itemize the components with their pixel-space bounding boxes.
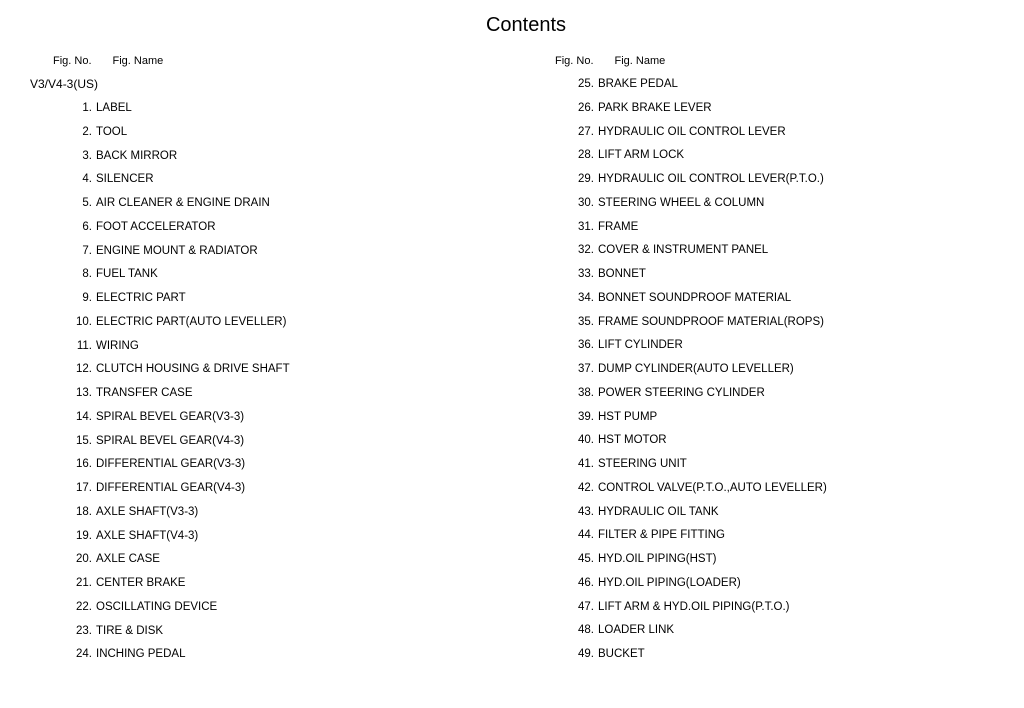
fig-number: 24. — [76, 648, 92, 661]
contents-entry[interactable] — [60, 409, 290, 433]
fig-number: 5. — [82, 197, 92, 209]
fig-number: 27. — [578, 125, 594, 138]
contents-entry[interactable] — [60, 433, 290, 457]
fig-name: LIFT ARM & HYD.OIL PIPING(P.T.O.) — [598, 600, 790, 613]
fig-number: 26. — [578, 101, 594, 114]
left-column-header — [53, 54, 163, 68]
fig-name: CLUTCH HOUSING & DRIVE SHAFT — [96, 363, 290, 376]
fig-number: 31. — [578, 220, 594, 233]
fig-name: FRAME SOUNDPROOF MATERIAL(ROPS) — [598, 315, 824, 328]
fig-number: 7. — [82, 244, 92, 257]
fig-number: 25. — [578, 78, 594, 90]
fig-name: LOADER LINK — [598, 624, 675, 637]
fig-number: 3. — [82, 149, 92, 162]
fig-no-header: Fig. No. — [53, 55, 92, 67]
contents-entry[interactable] — [562, 171, 827, 195]
fig-name: DIFFERENTIAL GEAR(V4-3) — [96, 482, 246, 494]
fig-name: HST MOTOR — [598, 434, 667, 447]
fig-number: 49. — [578, 648, 594, 660]
contents-entry[interactable] — [562, 456, 827, 480]
fig-name: FILTER & PIPE FITTING — [598, 529, 725, 542]
contents-entry[interactable] — [562, 646, 827, 670]
fig-name: INCHING PEDAL — [96, 648, 186, 661]
contents-entry[interactable] — [562, 314, 827, 338]
fig-number: 8. — [82, 268, 92, 281]
fig-number: 43. — [578, 505, 594, 518]
contents-entry[interactable] — [60, 361, 290, 385]
fig-number: 13. — [76, 387, 92, 399]
contents-entry[interactable] — [562, 290, 827, 314]
fig-number: 22. — [76, 600, 92, 613]
fig-number: 45. — [578, 553, 594, 565]
contents-entry[interactable] — [60, 504, 290, 528]
fig-name: HYDRAULIC OIL CONTROL LEVER(P.T.O.) — [598, 173, 824, 185]
left-contents-list — [60, 100, 290, 670]
contents-entry[interactable] — [60, 124, 290, 148]
fig-number: 46. — [578, 576, 594, 589]
fig-number: 38. — [578, 386, 594, 399]
fig-name: BONNET SOUNDPROOF MATERIAL — [598, 291, 792, 304]
fig-name: TIRE & DISK — [96, 624, 164, 637]
fig-name: ENGINE MOUNT & RADIATOR — [96, 244, 258, 257]
contents-entry[interactable] — [60, 219, 290, 243]
fig-name-header: Fig. Name — [112, 55, 164, 67]
fig-name: SPIRAL BEVEL GEAR(V4-3) — [96, 434, 245, 447]
fig-name: TRANSFER CASE — [96, 387, 193, 399]
contents-entry[interactable] — [60, 266, 290, 290]
fig-number: 48. — [578, 624, 594, 637]
fig-number: 44. — [578, 529, 594, 542]
contents-entry[interactable] — [60, 385, 290, 409]
contents-entry[interactable] — [60, 646, 290, 670]
fig-name: COVER & INSTRUMENT PANEL — [598, 244, 769, 257]
fig-number: 37. — [578, 363, 594, 375]
fig-name: FRAME — [598, 220, 639, 233]
fig-number: 15. — [76, 434, 92, 447]
contents-entry[interactable] — [562, 599, 827, 623]
contents-entry[interactable] — [562, 266, 827, 290]
right-contents-list — [562, 76, 827, 670]
fig-name: WIRING — [96, 339, 139, 352]
fig-number: 39. — [578, 410, 594, 423]
contents-entry[interactable] — [60, 338, 290, 362]
fig-name: DUMP CYLINDER(AUTO LEVELLER) — [598, 363, 794, 375]
fig-no-header: Fig. No. — [555, 55, 594, 67]
fig-number: 1. — [82, 102, 92, 114]
contents-entry[interactable] — [60, 171, 290, 195]
contents-entry[interactable] — [562, 504, 827, 528]
fig-number: 19. — [76, 529, 92, 542]
fig-number: 20. — [76, 553, 92, 566]
fig-number: 32. — [578, 244, 594, 257]
fig-name: FOOT ACCELERATOR — [96, 220, 216, 233]
contents-entry[interactable] — [60, 623, 290, 647]
contents-entry[interactable] — [60, 290, 290, 314]
fig-number: 10. — [76, 315, 92, 328]
fig-name: HYDRAULIC OIL TANK — [598, 505, 719, 518]
contents-entry[interactable] — [562, 337, 827, 361]
fig-name: HYD.OIL PIPING(LOADER) — [598, 576, 741, 589]
fig-name: STEERING UNIT — [598, 458, 687, 470]
fig-name: HYD.OIL PIPING(HST) — [598, 553, 717, 565]
fig-number: 21. — [76, 577, 92, 589]
contents-entry[interactable] — [562, 385, 827, 409]
fig-name: BACK MIRROR — [96, 149, 178, 162]
fig-name: FUEL TANK — [96, 268, 158, 281]
fig-number: 18. — [76, 505, 92, 518]
model-group-label: V3/V4-3(US) — [30, 77, 99, 91]
contents-entry[interactable] — [562, 219, 827, 243]
page-title: Contents — [485, 14, 567, 36]
fig-name: STEERING WHEEL & COLUMN — [598, 196, 765, 209]
fig-number: 33. — [578, 268, 594, 280]
fig-number: 35. — [578, 315, 594, 328]
fig-number: 11. — [76, 339, 92, 352]
contents-entry[interactable] — [562, 242, 827, 266]
fig-name: POWER STEERING CYLINDER — [598, 386, 765, 399]
contents-entry[interactable] — [60, 314, 290, 338]
contents-entry[interactable] — [562, 432, 827, 456]
fig-name: BUCKET — [598, 648, 645, 660]
fig-name: LABEL — [96, 102, 132, 114]
fig-name: AXLE SHAFT(V4-3) — [96, 529, 199, 542]
contents-entry[interactable] — [562, 147, 827, 171]
fig-number: 17. — [76, 482, 92, 494]
right-column-header — [555, 54, 665, 68]
fig-number: 16. — [76, 458, 92, 471]
fig-name-header: Fig. Name — [614, 55, 666, 67]
fig-number: 40. — [578, 434, 594, 447]
contents-entry[interactable] — [562, 575, 827, 599]
contents-entry[interactable] — [562, 124, 827, 148]
contents-entry[interactable] — [60, 456, 290, 480]
contents-entry[interactable] — [60, 599, 290, 623]
contents-entry[interactable] — [60, 100, 290, 124]
fig-number: 42. — [578, 481, 594, 494]
contents-entry[interactable] — [60, 148, 290, 172]
fig-name: AXLE CASE — [96, 553, 160, 566]
fig-name: SPIRAL BEVEL GEAR(V3-3) — [96, 410, 245, 423]
contents-entry[interactable] — [60, 195, 290, 219]
fig-number: 47. — [578, 600, 594, 613]
contents-entry[interactable] — [562, 100, 827, 124]
contents-entry[interactable] — [60, 243, 290, 267]
fig-name: BRAKE PEDAL — [598, 78, 678, 90]
fig-name: AIR CLEANER & ENGINE DRAIN — [96, 197, 270, 209]
fig-name: CENTER BRAKE — [96, 577, 186, 589]
fig-number: 36. — [578, 339, 594, 352]
contents-entry[interactable] — [562, 195, 827, 219]
contents-entry[interactable] — [60, 575, 290, 599]
fig-name: SILENCER — [96, 173, 154, 186]
fig-number: 34. — [578, 291, 594, 304]
contents-entry[interactable] — [562, 622, 827, 646]
fig-name: LIFT ARM LOCK — [598, 149, 685, 162]
fig-number: 12. — [76, 363, 92, 376]
fig-name: TOOL — [96, 125, 128, 138]
fig-name: CONTROL VALVE(P.T.O.,AUTO LEVELLER) — [598, 481, 827, 494]
contents-entry[interactable] — [562, 361, 827, 385]
fig-number: 28. — [578, 149, 594, 162]
fig-number: 9. — [82, 292, 92, 304]
fig-name: AXLE SHAFT(V3-3) — [96, 505, 199, 518]
fig-number: 23. — [76, 624, 92, 637]
fig-number: 41. — [578, 458, 594, 470]
fig-name: HYDRAULIC OIL CONTROL LEVER — [598, 125, 786, 138]
fig-name: BONNET — [598, 268, 646, 280]
contents-entry[interactable] — [562, 76, 827, 100]
fig-name: HST PUMP — [598, 410, 658, 423]
fig-name: ELECTRIC PART — [96, 292, 186, 304]
contents-entry[interactable] — [60, 528, 290, 552]
fig-name: DIFFERENTIAL GEAR(V3-3) — [96, 458, 246, 471]
fig-number: 14. — [76, 410, 92, 423]
contents-entry[interactable] — [562, 480, 827, 504]
fig-number: 6. — [82, 220, 92, 233]
fig-name: OSCILLATING DEVICE — [96, 600, 218, 613]
fig-number: 4. — [82, 173, 92, 186]
contents-entry[interactable] — [562, 527, 827, 551]
fig-name: LIFT CYLINDER — [598, 339, 683, 352]
fig-number: 30. — [578, 196, 594, 209]
contents-entry[interactable] — [60, 551, 290, 575]
fig-number: 29. — [578, 173, 594, 185]
contents-entry[interactable] — [60, 480, 290, 504]
fig-number: 2. — [82, 125, 92, 138]
fig-name: PARK BRAKE LEVER — [598, 101, 712, 114]
fig-name: ELECTRIC PART(AUTO LEVELLER) — [96, 315, 287, 328]
contents-entry[interactable] — [562, 409, 827, 433]
contents-entry[interactable] — [562, 551, 827, 575]
